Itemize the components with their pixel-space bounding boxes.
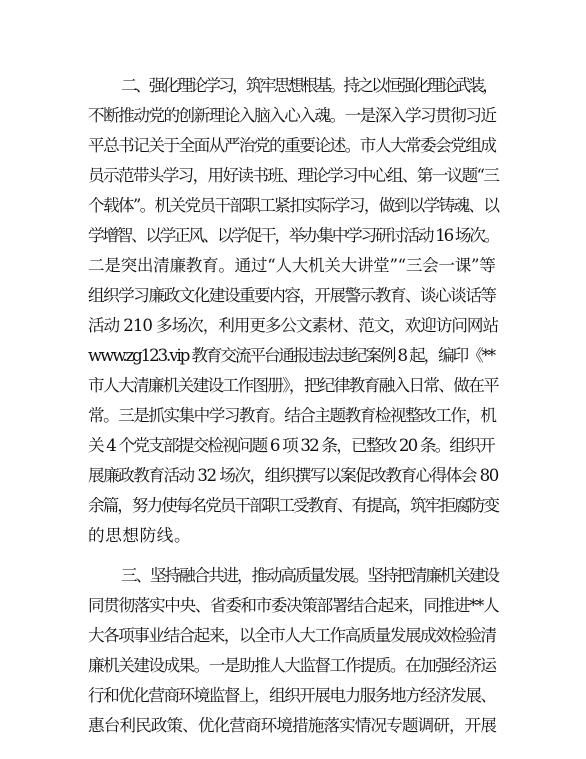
text-line: 不断推动党的创新理论入脑入心入魂。一是深入学习贯彻习近 — [88, 106, 496, 125]
text-line: 组织学习廉政文化建设重要内容，开展警示教育、谈心谈话等 — [88, 286, 496, 305]
text-line: 市人大清廉机关建设工作图册》，把纪律教育融入日常、做在平 — [88, 376, 499, 395]
text-line: 大各项事业结合起来，以全市人大工作高质量发展成效检验清 — [88, 626, 496, 645]
text-line: 惠台利民政策、优化营商环境措施落实情况专题调研，开展 — [88, 716, 497, 735]
text-line: 同贯彻落实中央、省委和市委决策部署结合起来，同推进**人 — [88, 596, 499, 615]
text-line: 余篇，努力使每名党员干部职工受教育、有提高，筑牢拒腐防变 — [88, 496, 499, 515]
text-line: 个载体”。机关党员干部职工紧扣实际学习，做到以学铸魂、以 — [88, 196, 499, 215]
text-line: 展廉政教育活动 32 场次，组织撰写以案促改教育心得体会 80 — [88, 466, 498, 485]
paragraph-2-heading-line: 二、强化理论学习，筑牢思想根基。持之以恒强化理论武装， — [121, 76, 497, 95]
text-line: 廉机关建设成果。一是助推人大监督工作提质。在加强经济运 — [88, 656, 496, 675]
text-line: 关 4 个党支部提交检视问题 6 项 32 条，已整改 20 条。组织开 — [88, 436, 494, 455]
text-line: 员示范带头学习，用好读书班、理论学习中心组、第一议题“三 — [88, 166, 499, 185]
text-line: 常。三是抓实集中学习教育。结合主题教育检视整改工作，机 — [88, 406, 496, 425]
text-line: 二是突出清廉教育。通过“人大机关大讲堂”“三会一课”等 — [88, 256, 496, 275]
paragraph-3-heading-line: 三、坚持融合共进，推动高质量发展。坚持把清廉机关建设 — [121, 566, 498, 585]
text-line: 活动 210 多场次，利用更多公文素材、范文，欢迎访问网站 — [88, 316, 499, 335]
text-line: 平总书记关于全面从严治党的重要论述。市人大常委会党组成 — [88, 136, 496, 155]
text-line: 的思想防线。 — [88, 526, 192, 545]
text-line: 行和优化营商环境监督上，组织开展电力服务地方经济发展、 — [88, 686, 496, 705]
text-line: www.zg123.vip 教育交流平台通报违法违纪案例 8 起，编印《** — [88, 346, 494, 365]
text-line: 学增智、以学正风、以学促干，举办集中学习研讨活动 16 场次。 — [88, 226, 498, 245]
